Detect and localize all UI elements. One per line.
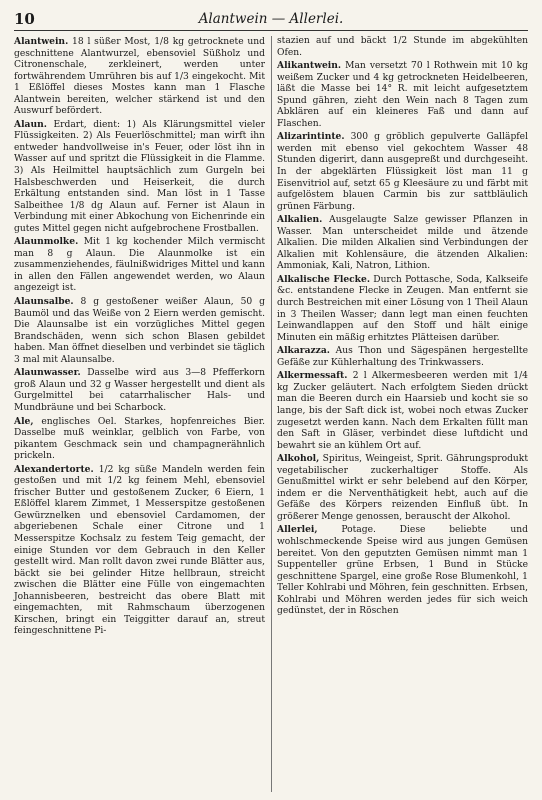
entry-headword: Alkalien.: [277, 214, 323, 226]
dictionary-entry: [277, 131, 528, 213]
entry-text: Dasselbe wird aus 3—8 Pfefferkorn groß Alaun und 32 g Wasser hergestellt und dient als Gurgelmittel bei catarrhalischer Hals- und Mundbräune und bei Scharbock.: [14, 368, 265, 413]
dictionary-entry: [277, 345, 528, 369]
dictionary-entry: [277, 274, 528, 344]
entry-headword: Alaunmolke.: [14, 236, 79, 248]
book-page: [14, 10, 528, 792]
entry-text: englisches Oel. Starkes, hopfenreiches Bier. Dasselbe muß weinklar, gelblich von Farbe, von pikantem Geschmack sein und champagnerähnlich prickeln.: [14, 416, 265, 462]
dictionary-entry: [14, 36, 265, 118]
dictionary-entry: [277, 36, 528, 59]
entry-headword: Alaunwasser.: [14, 367, 81, 379]
entry-text: Potage. Diese beliebte und wohlschmeckende Speise wird aus jungen Gemüsen bereitet. Von den geputzten Gemüsen nimmt man 1 Suppenteller grüne Erbsen, 1 Bund in Stücke geschnittene Spargel, eine große Rose Blumenkohl, 1 Teller Kohlrabi und Möhren, fein geschnitten. Erbsen, Kohlrabi und Möhren werden jedes für sich weich gedünstet, der in Röschen: [277, 525, 528, 617]
entry-headword: Alikantwein.: [277, 60, 342, 72]
entry-headword: Alizarintinte.: [277, 131, 345, 143]
entry-text: Spiritus, Weingeist, Sprit. Gährungsprodukt vegetabilischer zuckerhaltiger Stoffe. Als Genußmittel wirkt er sehr belebend auf den Körper, indem er die Nerventhätigkeit hebt, auch auf die Gefäße des Körpers reizenden Einfluß übt. In größerer Menge genossen, berauscht der Alkohol.: [277, 454, 528, 522]
entry-headword: Alaun.: [14, 118, 47, 130]
entry-text: stazien auf und bäckt 1/2 Stunde im abgekühlten Ofen.: [277, 36, 528, 58]
entry-headword: Alantwein.: [14, 36, 69, 47]
page-number: 10: [14, 10, 35, 28]
left-column: [14, 36, 265, 639]
dictionary-entry: [14, 464, 265, 638]
column-divider: [271, 36, 272, 792]
entry-headword: Ale,: [14, 415, 34, 427]
right-column: [277, 36, 528, 619]
entry-headword: Allerlei,: [277, 524, 318, 536]
dictionary-entry: [277, 370, 528, 452]
dictionary-entry: [14, 296, 265, 366]
entry-text: 2 l Alkermesbeeren werden mit 1/4 kg Zucker geläutert. Nach erfolgtem Sieden drückt man die Beeren durch ein Haarsieb und kocht sie so lange, bis der Saft dick ist, wobei noch etwas Zucker zugesetzt werden kann. Nach dem Erkalten füllt man den Saft in Gläser, verbindet diese luftdicht und bewahrt sie an kühlem Ort auf.: [277, 371, 528, 451]
dictionary-entry: [14, 367, 265, 414]
dictionary-entry: [277, 524, 528, 617]
dictionary-entry: [14, 119, 265, 235]
dictionary-entry: [277, 453, 528, 523]
entry-text: 8 g gestoßener weißer Alaun, 50 g Baumöl und das Weiße von 2 Eiern werden gemischt. Die Alaunsalbe ist ein vorzügliches Mittel gegen Brandschäden, wenn sich schon Blasen gebildet haben. Man öffnet dieselben und verbindet sie täglich 3 mal mit Alaunsalbe.: [14, 297, 266, 365]
entry-text: 1/2 kg süße Mandeln werden fein gestoßen und mit 1/2 kg feinem Mehl, ebensoviel frischer Butter und gestoßenem Zucker, 6 Eiern, 1 Eßlöffel klarem Zimmet, 1 Messerspitze gestoßenen Gewürznelken und ebensoviel Cardamomen, der abgeriebenen Schale einer Citrone und 1 Messerspitze Kochsalz zu festem Teig gemacht, der einige Stunden vor dem Gebrauch in den Keller gestellt wird. Man rollt davon zwei runde Blätter aus, bäckt sie bei gelinder Hitze hellbraun, streicht zwischen die Blätter eine Fülle von eingemachten Johannisbeeren, bestreicht das obere Blatt mit eingemachten, mit Rahmschaum überzogenen Kirschen, bringt ein Teiggitter darauf an, streut feingeschnittene Pi-: [14, 464, 265, 637]
entry-text: Aus Thon und Sägespänen hergestellte Gefäße zur Kühlerhaltung des Trinkwassers.: [277, 346, 528, 368]
entry-headword: Alkermessaft.: [277, 370, 348, 382]
entry-headword: Alkohol,: [277, 453, 320, 465]
entry-text: 300 g gröblich gepulverte Galläpfel werden mit ebenso viel gekochtem Wasser 48 Stunden digerirt, dann ausgepreßt und durchgeseiht. In der abgeklärten Flüssigkeit löst man 11 g Eisenvitriol auf, setzt 65 g Kleesäure zu und färbt mit aufgelöstem blauen Carmin bis zur sattbläulich grünen Färbung.: [277, 132, 528, 212]
dictionary-entry: [277, 214, 528, 273]
entry-text: Ausgelaugte Salze gewisser Pflanzen in Wasser. Man unterscheidet milde und ätzende Alkalien. Die milden Alkalien sind Verbindungen der Alkalien mit Kohlensäure, die ätzenden Alkalien: Ammoniak, Kali, Natron, Lithion.: [277, 215, 528, 272]
entry-headword: Alaunsalbe.: [14, 296, 74, 308]
entry-headword: Alkalische Flecke.: [277, 273, 370, 285]
entry-text: 18 l süßer Most, 1/8 kg getrocknete und geschnittene Alantwurzel, ebensoviel Süßholz und Citronenschale, zerkleinert, werden unter fortwährendem Umrühren bis auf 1/3 eingekocht. Mit 1 Eßlöffel dieses Mostes kann man 1 Flasche Alantwein bereiten, welcher stärkend ist und den Auswurf befördert.: [14, 37, 265, 117]
entry-text: Erdart, dient: 1) Als Klärungsmittel vieler Flüssigkeiten. 2) Als Feuerlöschmittel; man wirft ihn entweder handvollweise in's Feuer, oder löst ihn in Wasser auf und spritzt die Flüssigkeit in die Flamme. 3) Als Heilmittel hauptsächlich zum Gurgeln bei Halsbeschwerden und Heiserkeit, die durch Erkältung entstanden sind. Man löst in 1 Tasse Salbeithee 1/8 dg Alaun auf. Ferner ist Alaun in Verbindung mit einer Abkochung von Eichenrinde ein gutes Mittel gegen nicht aufgebrochene Frostballen.: [14, 119, 266, 234]
entry-text: Durch Pottasche, Soda, Kalkseife &c. entstandene Flecke in Zeugen. Man entfernt sie durch Bestreichen mit einer Lösung von 1 Theil Alaun in 3 Theilen Wasser; dann legt man einen feuchten Leinwandlappen auf den Stoff und hält einige Minuten ein mäßig erhitztes Plätteisen darüber.: [277, 274, 528, 343]
entry-headword: Alexandertorte.: [14, 463, 94, 475]
dictionary-entry: [14, 236, 265, 295]
dictionary-entry: [277, 60, 528, 130]
dictionary-entry: [14, 416, 265, 463]
entry-headword: Alkarazza.: [277, 345, 330, 357]
entry-text: Man versetzt 70 l Rothwein mit 10 kg weißem Zucker und 4 kg getrockneten Heidelbeeren, läßt die Masse bei 14° R. mit leicht aufgesetztem Spund gähren, zieht den Wein nach 8 Tagen zum Abklären auf ein kleineres Faß und dann auf Flaschen.: [277, 61, 528, 129]
entry-text: Mit 1 kg kochender Milch vermischt man 8 g Alaun. Die Alaunmolke ist ein zusammenziehendes, fäulnißwidriges Mittel und kann in allen den Fällen angewendet werden, wo Alaun angezeigt ist.: [14, 237, 265, 294]
page-header: [14, 10, 528, 31]
running-head: Alantwein — Allerlei.: [198, 11, 344, 27]
